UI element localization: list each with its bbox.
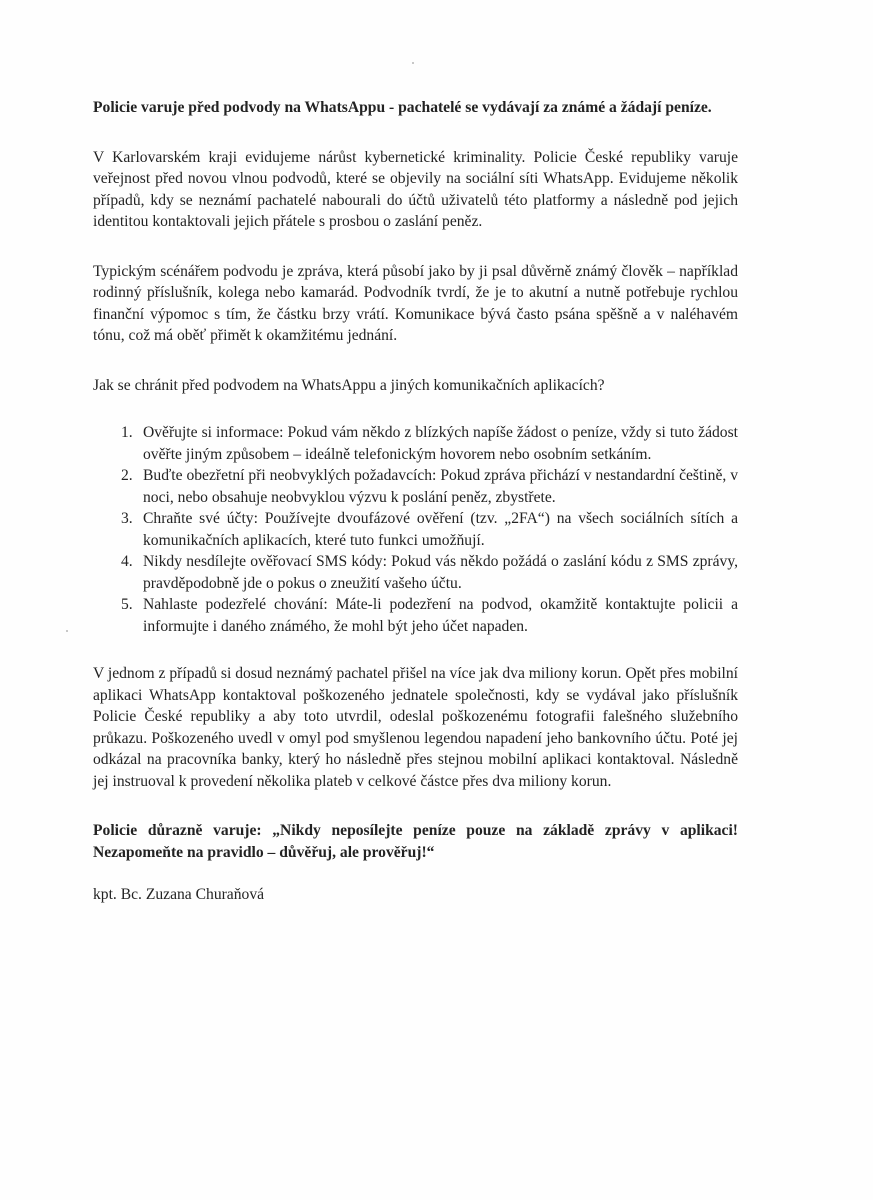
tip-text: Nikdy nesdílejte ověřovací SMS kódy: Pokud vás někdo požádá o zaslání kódu z SMS zprávy, pravděpodobně jde o pokus o zneužití vašeho účtu. [143,553,738,592]
tip-item [93,465,738,508]
tip-text: Chraňte své účty: Používejte dvoufázové ověření (tzv. „2FA“) na všech sociálních sítích a komunikačních aplikacích, které tuto funkci umožňují. [143,510,738,549]
tip-number: 3. [121,510,133,527]
tips-list [93,422,738,637]
article-title: Policie varuje před podvody na WhatsAppu - pachatelé se vydávají za známé a žádají peníze. [93,99,712,116]
scan-speck [66,630,68,632]
protection-question: Jak se chránit před podvodem na WhatsAppu a jiných komunikačních aplikacích? [93,376,605,394]
tip-number: 4. [121,553,133,570]
scenario-paragraph: Typickým scénářem podvodu je zpráva, která působí jako by ji psal důvěrně známý člověk – například rodinný příslušník, kolega nebo kamarád. Podvodník tvrdí, že je to akutní a nutně potřebuje rychlou finanční výpomoc s tím, že částku brzy vrátí. Komunikace bývá často psána spěšně a v naléhavém tónu, což má oběť přimět k okamžitému jednání. [93,262,738,344]
tip-text: Nahlaste podezřelé chování: Máte-li podezření na podvod, okamžitě kontaktujte policii a informujte i daného známého, že mohl být jeho účet napaden. [143,596,738,635]
case-paragraph: V jednom z případů si dosud neznámý pachatel přišel na více jak dva miliony korun. Opět přes mobilní aplikaci WhatsApp kontaktoval poškozeného jednatele společnosti, kdy se vydával jako příslušník Policie České republiky a aby toto utvrdil, odeslal poškozenému fotografii falešného služebního průkazu. Poškozeného uvedl v omyl pod smyšlenou legendou napadení jeho bankovního účtu. Poté jej odkázal na pracovníka banky, který ho následně přes stejnou mobilní aplikaci kontaktoval. Následně jej instruoval k provedení několika plateb v celkové částce přes dva miliony korun. [93,665,738,790]
tip-item [93,551,738,594]
tip-text: Ověřujte si informace: Pokud vám někdo z blízkých napíše žádost o peníze, vždy si tuto žádost ověřte jiným způsobem – ideálně telefonickým hovorem nebo osobním setkáním. [143,424,738,463]
scan-speck [412,62,414,64]
intro-paragraph: V Karlovarském kraji evidujeme nárůst kybernetické kriminality. Policie České republiky varuje veřejnost před novou vlnou podvodů, které se objevily na sociální síti WhatsApp. Evidujeme několik případů, kdy se neznámí pachatelé nabourali do účtů uživatelů této platformy a následně pod jejich identitou kontaktovali jejich přátele s prosbou o zaslání peněz. [93,148,738,230]
press-release [93,97,738,906]
tip-item [93,508,738,551]
author-signature: kpt. Bc. Zuzana Churaňová [93,886,265,903]
tip-item [93,422,738,465]
tip-item [93,594,738,637]
tip-number: 1. [121,424,133,441]
tip-text: Buďte obezřetní při neobvyklých požadavcích: Pokud zpráva přichází v nestandardní češtině, v noci, nebo obsahuje neobvyklou výzvu k poslání peněz, zbystřete. [143,467,738,506]
tip-number: 2. [121,467,133,484]
police-warning: Policie důrazně varuje: „Nikdy neposílejte peníze pouze na základě zprávy v aplikaci! Nezapomeňte na pravidlo – důvěřuj, ale prověřuj!“ [93,822,738,861]
tip-number: 5. [121,596,133,613]
